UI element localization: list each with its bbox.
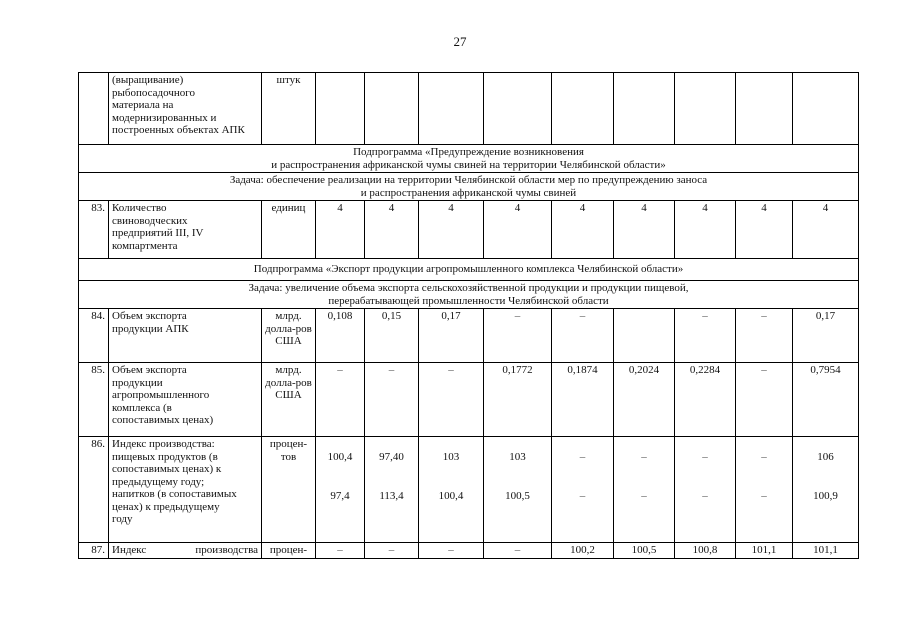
table-row <box>79 543 859 559</box>
value-cell <box>675 73 736 145</box>
value-cell: – <box>316 543 365 559</box>
value-cell <box>365 73 419 145</box>
value-cell: 4 <box>484 201 552 259</box>
page-number: 27 <box>453 34 467 49</box>
unit-cell: штук <box>262 73 316 145</box>
unit-cell: процен-тов <box>262 437 316 543</box>
indicator-name: Количество свиноводческих предприятий III, IV компартмента <box>109 201 262 259</box>
row-number: 85. <box>79 363 109 437</box>
value-cell: – – <box>614 437 675 543</box>
indicator-name: (выращивание) рыбопосадочного материала на модернизированных и построенных объектах АПК <box>109 73 262 145</box>
value-cell: – <box>484 309 552 363</box>
value-cell <box>736 73 793 145</box>
indicator-name: Объем экспорта продукции агропромышленного комплекса (в сопоставимых ценах) <box>109 363 262 437</box>
task-row <box>79 173 859 201</box>
subprogram-title: Подпрограмма «Экспорт продукции агропромышленного комплекса Челябинской области» <box>79 259 859 281</box>
subprogram-row <box>79 259 859 281</box>
unit-cell: млрд. долла-ров США <box>262 363 316 437</box>
unit-cell: процен- <box>262 543 316 559</box>
value-cell: – <box>365 543 419 559</box>
value-cell: 4 <box>793 201 859 259</box>
value-cell: 4 <box>552 201 614 259</box>
value-cell: 97,40 113,4 <box>365 437 419 543</box>
value-cell: 100,4 97,4 <box>316 437 365 543</box>
task-row <box>79 281 859 309</box>
row-number: 86. <box>79 437 109 543</box>
value-cell: 0,2284 <box>675 363 736 437</box>
value-cell: 0,1874 <box>552 363 614 437</box>
table-row <box>79 73 859 145</box>
value-cell: – <box>675 309 736 363</box>
value-cell <box>614 73 675 145</box>
value-cell: – <box>736 363 793 437</box>
subprogram-row <box>79 145 859 173</box>
value-cell: – <box>316 363 365 437</box>
task-title: Задача: обеспечение реализации на территории Челябинской области мер по предупреждению заноса и распространения африканской чумы свиней <box>79 173 859 201</box>
value-cell: 100,5 <box>614 543 675 559</box>
row-number: 83. <box>79 201 109 259</box>
value-cell: 4 <box>365 201 419 259</box>
indicator-name: Объем экспорта продукции АПК <box>109 309 262 363</box>
row-number: 84. <box>79 309 109 363</box>
indicators-table <box>78 72 859 559</box>
value-cell: 0,7954 <box>793 363 859 437</box>
indicator-name: Индекс производства: пищевых продуктов (в сопоставимых ценах) к предыдущему году; напитков (в сопоставимых ценах) к предыдущему году <box>109 437 262 543</box>
value-cell: 101,1 <box>793 543 859 559</box>
value-cell: 4 <box>675 201 736 259</box>
value-cell: 0,17 <box>793 309 859 363</box>
value-cell <box>793 73 859 145</box>
value-cell <box>484 73 552 145</box>
table-row <box>79 363 859 437</box>
value-cell: 4 <box>614 201 675 259</box>
value-cell: – <box>736 309 793 363</box>
value-cell <box>614 309 675 363</box>
task-title: Задача: увеличение объема экспорта сельскохозяйственной продукции и продукции пищевой, перерабатывающей промышленности Челябинской области <box>79 281 859 309</box>
row-number <box>79 73 109 145</box>
value-cell: 101,1 <box>736 543 793 559</box>
value-cell: 0,15 <box>365 309 419 363</box>
value-cell: 100,2 <box>552 543 614 559</box>
unit-cell: единиц <box>262 201 316 259</box>
value-cell <box>419 73 484 145</box>
table-row <box>79 201 859 259</box>
value-cell: 103 100,5 <box>484 437 552 543</box>
value-cell: – – <box>552 437 614 543</box>
indicator-name: Индекс производства <box>109 543 262 559</box>
value-cell: – <box>552 309 614 363</box>
value-cell: 4 <box>419 201 484 259</box>
value-cell: 0,2024 <box>614 363 675 437</box>
unit-cell: млрд. долла-ров США <box>262 309 316 363</box>
value-cell: 100,8 <box>675 543 736 559</box>
value-cell: 0,17 <box>419 309 484 363</box>
table-row <box>79 309 859 363</box>
value-cell: – <box>419 363 484 437</box>
row-number: 87. <box>79 543 109 559</box>
value-cell: – <box>419 543 484 559</box>
value-cell <box>552 73 614 145</box>
value-cell: – – <box>736 437 793 543</box>
value-cell <box>316 73 365 145</box>
value-cell: 106 100,9 <box>793 437 859 543</box>
value-cell: 4 <box>316 201 365 259</box>
value-cell: 103 100,4 <box>419 437 484 543</box>
value-cell: 0,108 <box>316 309 365 363</box>
table-row <box>79 437 859 543</box>
value-cell: – <box>484 543 552 559</box>
value-cell: 0,1772 <box>484 363 552 437</box>
value-cell: – – <box>675 437 736 543</box>
value-cell: 4 <box>736 201 793 259</box>
subprogram-title: Подпрограмма «Предупреждение возникновения и распространения африканской чумы свиней на территории Челябинской области» <box>79 145 859 173</box>
value-cell: – <box>365 363 419 437</box>
